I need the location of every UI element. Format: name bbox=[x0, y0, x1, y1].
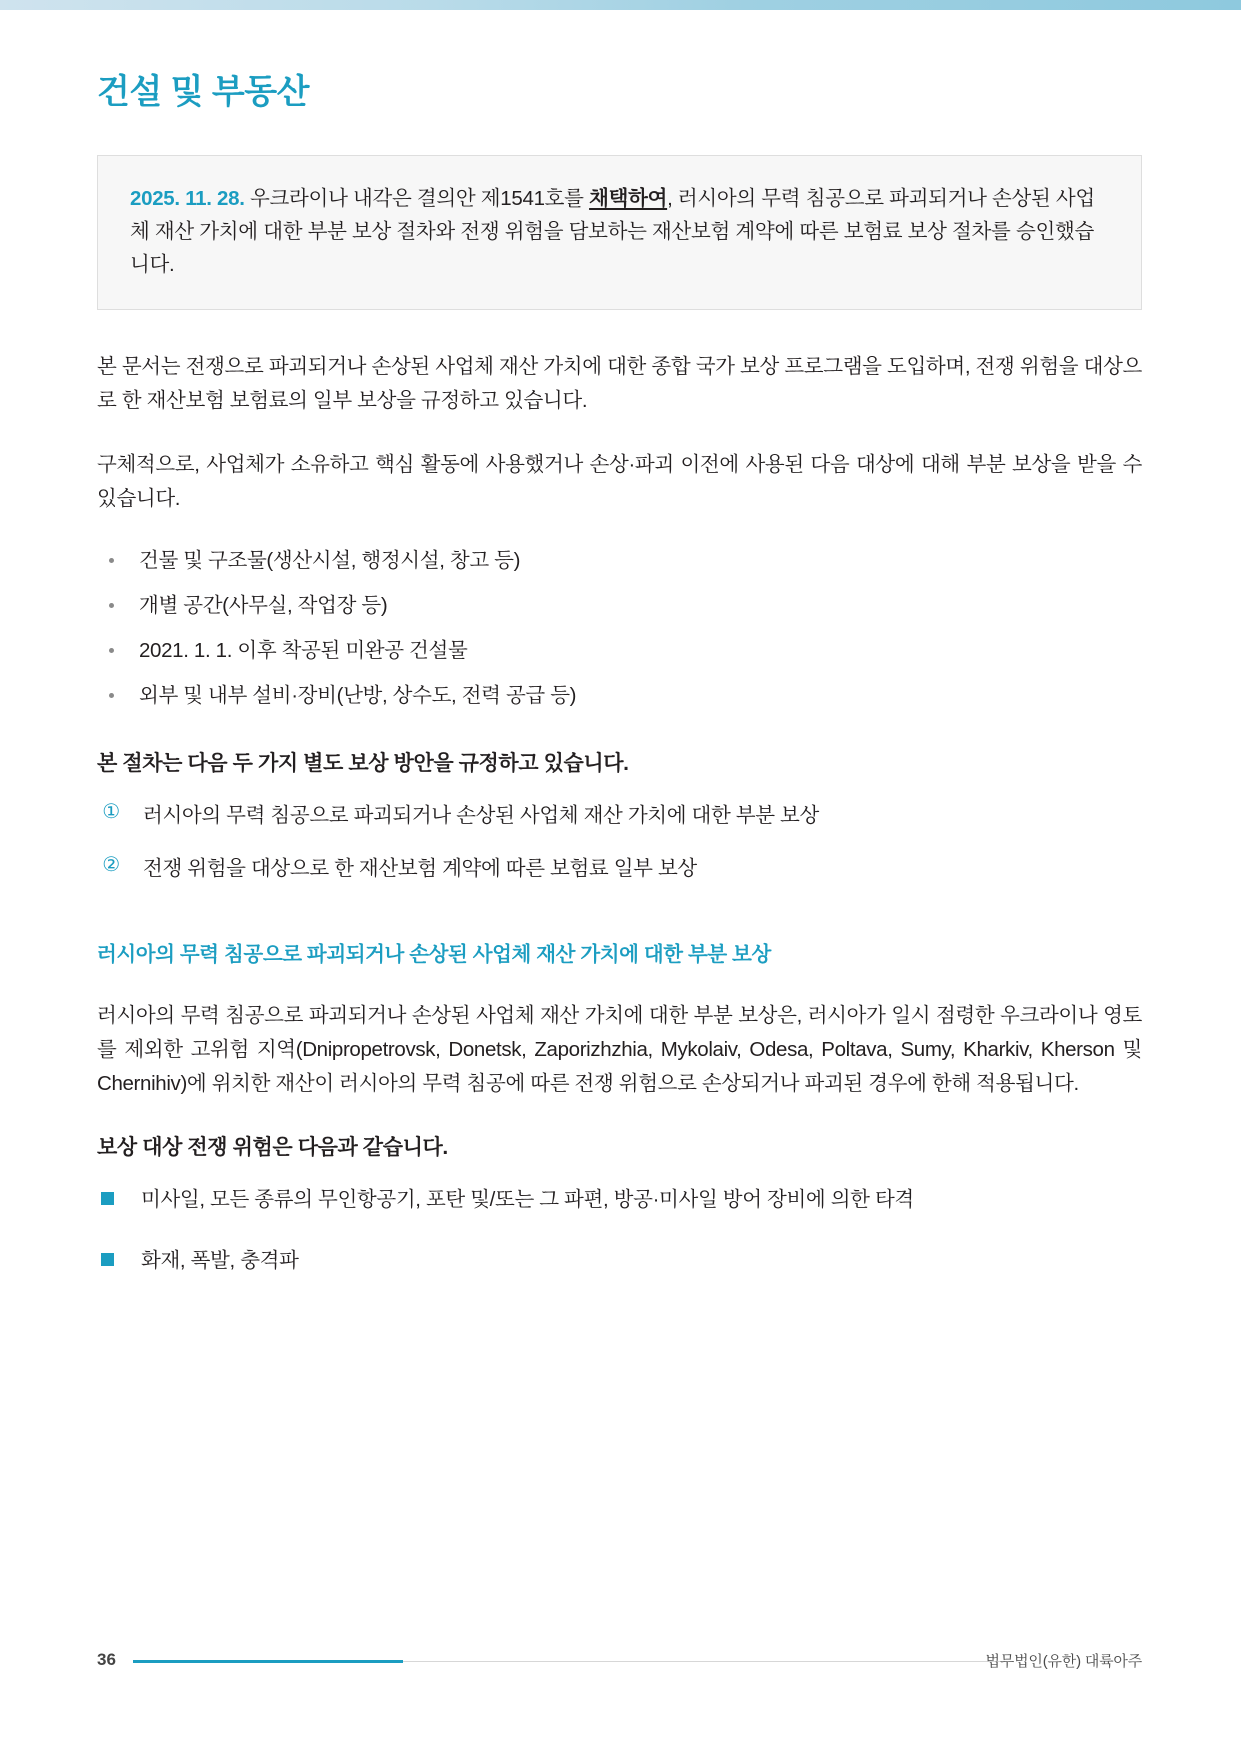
callout-text-before: 우크라이나 내각은 결의안 제1541호를 bbox=[244, 186, 590, 210]
square-bullet-icon bbox=[101, 1253, 114, 1266]
list-item-label: 러시아의 무력 침공으로 파괴되거나 손상된 사업체 재산 가치에 대한 부분 보상 bbox=[143, 804, 819, 828]
covered-risks-list bbox=[97, 1185, 1142, 1307]
intro-paragraph-1: 본 문서는 전쟁으로 파괴되거나 손상된 사업체 재산 가치에 대한 종합 국가 보상 프로그램을 도입하며, 전쟁 위험을 대상으로 한 재산보험 보험료의 일부 보상을 규정하고 있습니다. bbox=[97, 355, 1142, 413]
square-bullet-icon bbox=[101, 1192, 114, 1205]
callout-box bbox=[97, 155, 1142, 311]
section-paragraph: 러시아의 무력 침공으로 파괴되거나 손상된 사업체 재산 가치에 대한 부분 보상은, 러시아가 일시 점령한 우크라이나 영토를 제외한 고위험 지역(Dnipropetrovsk, Donetsk, Zaporizhzhia, Mykolaiv, Odesa, Poltava, Sumy, Kharkiv, Kherson 및 Chernihiv)에 위치한 재산이 러시아의 무력 침공에 따른 전쟁 위험으로 손상되거나 파괴된 경우에 한해 적용됩니다. bbox=[97, 1003, 1142, 1095]
list-item-label: 외부 및 내부 설비·장비(난방, 상수도, 전력 공급 등) bbox=[139, 683, 577, 707]
circled-number-icon: ② bbox=[102, 854, 120, 877]
firm-name: 법무법인(유한) 대륙아주 bbox=[985, 1653, 1142, 1670]
subheading-measures: 본 절차는 다음 두 가지 별도 보상 방안을 규정하고 있습니다. bbox=[97, 752, 629, 776]
list-item bbox=[97, 591, 1142, 636]
list-item-label: 개별 공간(사무실, 작업장 등) bbox=[139, 594, 388, 618]
subheading-risks: 보상 대상 전쟁 위험은 다음과 같습니다. bbox=[97, 1136, 448, 1160]
page-content bbox=[97, 72, 1142, 1327]
section-heading: 러시아의 무력 침공으로 파괴되거나 손상된 사업체 재산 가치에 대한 부분 보상 bbox=[97, 942, 771, 966]
callout-text-after: , 러시아의 무력 침공으로 파괴되거나 손상된 사업체 재산 가치에 대한 부분 보상 절차와 전쟁 위험을 담보하는 재산보험 계약에 따른 보험료 보상 절차를 승인했습니다. bbox=[130, 186, 1095, 277]
list-item bbox=[97, 546, 1142, 591]
list-item bbox=[97, 681, 1142, 726]
bullet-dot-icon bbox=[109, 558, 114, 563]
list-item bbox=[97, 801, 1142, 854]
page-footer bbox=[97, 1648, 1142, 1672]
list-item-label: 미사일, 모든 종류의 무인항공기, 포탄 및/또는 그 파편, 방공·미사일 방어 장비에 의한 타격 bbox=[141, 1188, 914, 1212]
bullet-dot-icon bbox=[109, 693, 114, 698]
callout-emphasis: 채택하여 bbox=[589, 186, 668, 210]
top-accent-bar bbox=[0, 0, 1241, 10]
list-item bbox=[97, 1185, 1142, 1246]
list-item-label: 화재, 폭발, 충격파 bbox=[141, 1248, 299, 1272]
list-item bbox=[97, 854, 1142, 907]
callout-date: 2025. 11. 28. bbox=[130, 186, 245, 210]
measures-list bbox=[97, 801, 1142, 907]
bullet-dot-icon bbox=[109, 648, 114, 653]
bullet-dot-icon bbox=[109, 603, 114, 608]
list-item-label: 전쟁 위험을 대상으로 한 재산보험 계약에 따른 보험료 일부 보상 bbox=[143, 857, 697, 881]
covered-assets-list bbox=[97, 546, 1142, 725]
page-title: 건설 및 부동산 bbox=[97, 73, 309, 111]
list-item bbox=[97, 1246, 1142, 1307]
circled-number-icon: ① bbox=[102, 801, 120, 824]
callout-paragraph bbox=[130, 182, 1109, 282]
footer-accent-rule bbox=[133, 1660, 403, 1663]
list-item-label: 건물 및 구조물(생산시설, 행정시설, 창고 등) bbox=[139, 549, 521, 573]
intro-paragraph-2: 구체적으로, 사업체가 소유하고 핵심 활동에 사용했거나 손상·파괴 이전에 사용된 다음 대상에 대해 부분 보상을 받을 수 있습니다. bbox=[97, 453, 1142, 511]
page-number: 36 bbox=[97, 1650, 116, 1669]
list-item-label: 2021. 1. 1. 이후 착공된 미완공 건설물 bbox=[139, 638, 468, 662]
footer-divider bbox=[403, 1661, 1007, 1662]
list-item bbox=[97, 636, 1142, 681]
